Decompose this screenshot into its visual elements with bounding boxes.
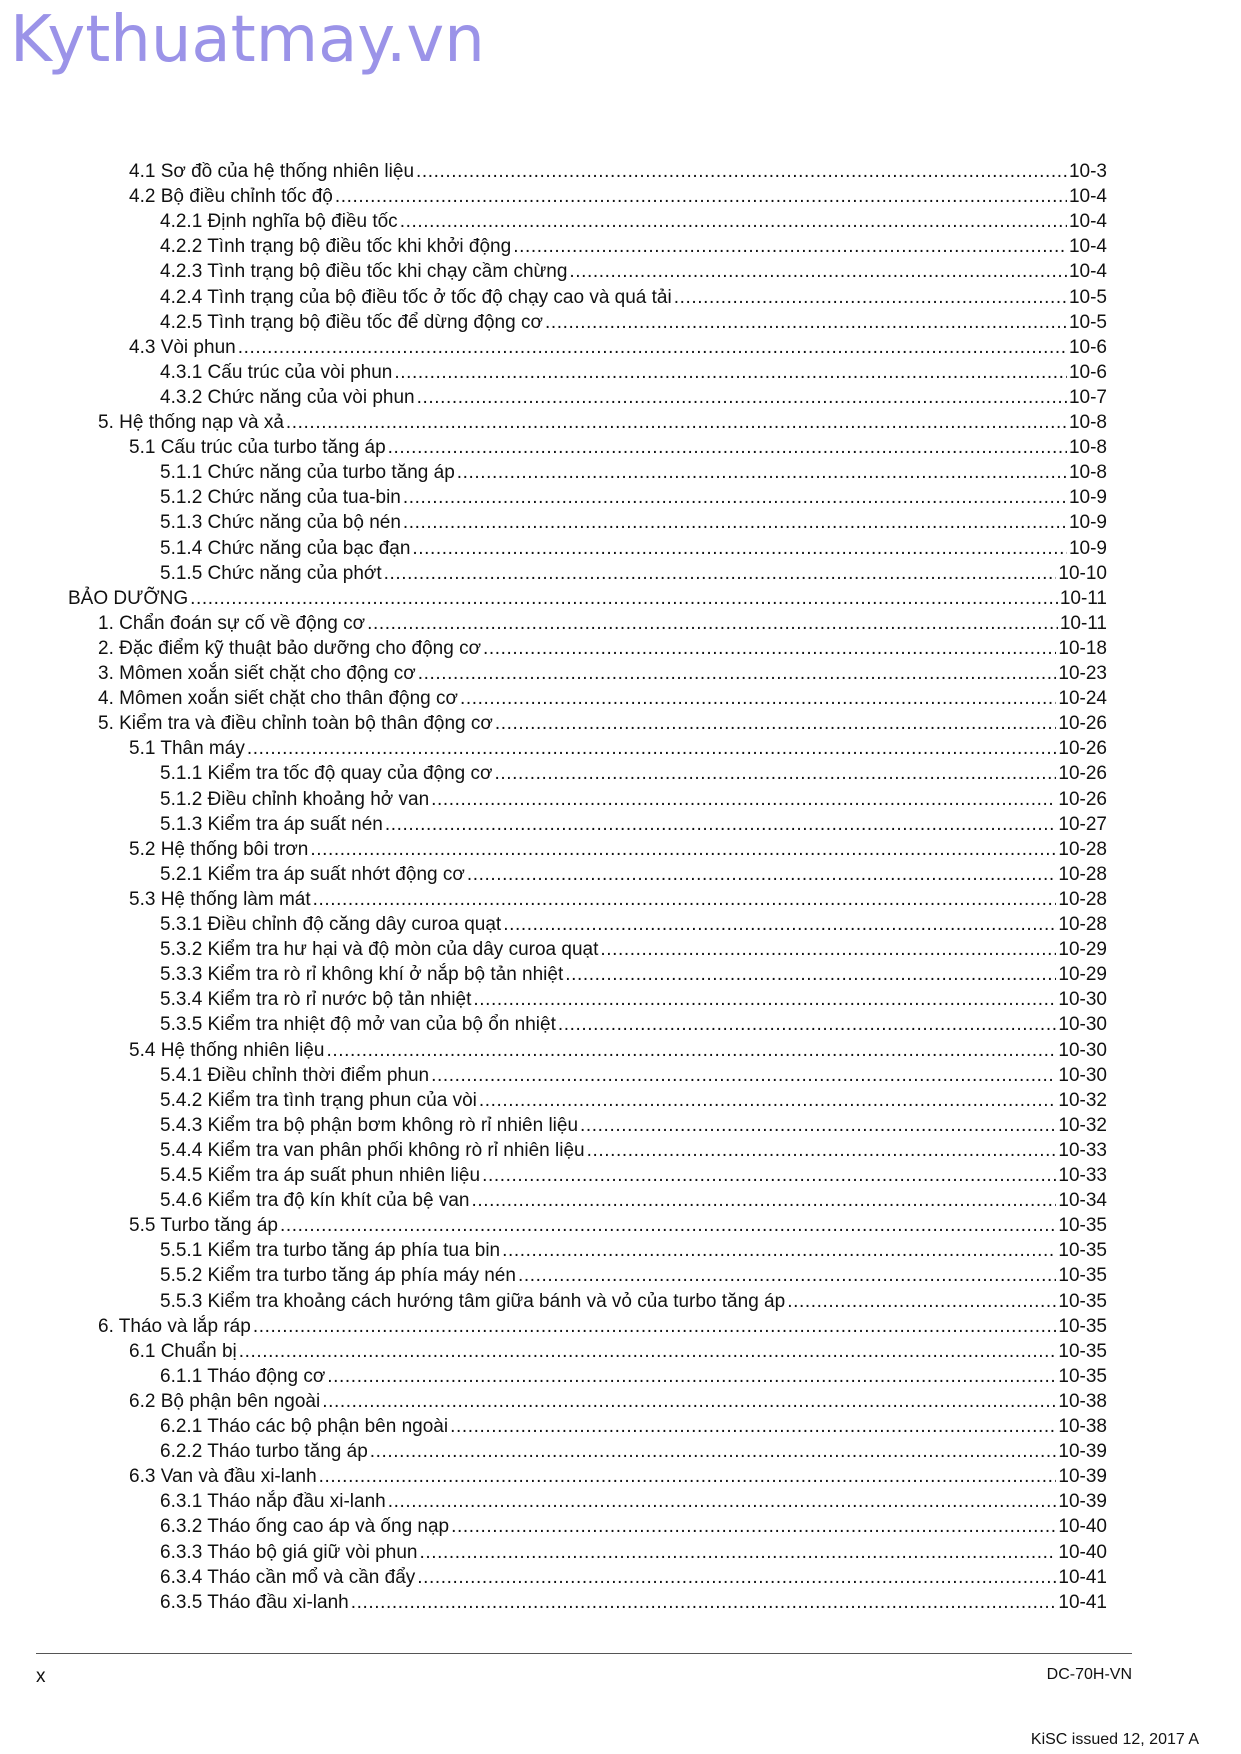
toc-entry[interactable] [160,560,1107,585]
dot-leader [319,1466,1057,1488]
dot-leader [518,1265,1056,1287]
toc-entry[interactable] [160,1237,1107,1262]
toc-entry-label: 5.1.1 Chức năng của turbo tăng áp [160,462,455,484]
toc-entry-label: 3. Mômen xoắn siết chặt cho động cơ [98,663,416,684]
toc-entry[interactable] [160,484,1107,509]
issue-note: KiSC issued 12, 2017 A [1030,1731,1199,1748]
dot-leader [495,713,1057,735]
toc-entry-label: 6.2 Bộ phận bên ngoài [129,1390,321,1412]
toc-entry-page: 10-10 [1058,562,1107,584]
toc-entry[interactable] [160,1112,1107,1137]
toc-entry-label: 4.2.2 Tình trạng bộ điều tốc khi khởi động [160,236,512,258]
dot-leader [335,186,1067,208]
toc-entry-label: 6.2.2 Tháo turbo tăng áp [160,1441,368,1463]
toc-entry-label: 5.3.5 Kiểm tra nhiệt độ mở van của bộ ổn nhiệt [160,1014,556,1036]
toc-entry[interactable] [160,1288,1107,1313]
toc-entry-label: 5.3 Hệ thống làm mát [129,888,311,910]
toc-entry-page: 10-35 [1058,1340,1107,1362]
dot-leader [190,588,1058,610]
toc-entry-label: 6.3.3 Tháo bộ giá giữ vòi phun [160,1541,418,1563]
dot-leader [388,1491,1057,1513]
toc-entry-label: 6.2.1 Tháo các bộ phận bên ngoài [160,1416,449,1437]
dot-leader [450,1416,1056,1438]
toc-entry-label: 5. Hệ thống nạp và xả [98,412,284,433]
toc-entry-label: 4.1 Sơ đồ của hệ thống nhiên liệu [129,161,415,182]
toc-entry[interactable] [129,1463,1107,1488]
toc-entry[interactable] [160,1488,1107,1513]
toc-entry-label: 5.3.4 Kiểm tra rò rỉ nước bộ tản nhiệt [160,989,472,1011]
toc-entry-label: 4.2.3 Tình trạng bộ điều tốc khi chạy cầm chừng [160,261,568,283]
dot-leader [403,487,1067,509]
dot-leader [460,688,1056,710]
dot-leader [674,287,1067,309]
toc-entry[interactable] [98,1313,1107,1338]
toc-entry-page: 10-6 [1068,361,1107,383]
toc-entry[interactable] [160,459,1107,484]
toc-entry[interactable] [160,284,1107,309]
toc-entry[interactable] [160,1413,1107,1438]
toc-entry-label: 5.4 Hệ thống nhiên liệu [129,1039,325,1061]
toc-entry[interactable] [98,635,1107,660]
dot-leader [400,211,1067,233]
toc-entry[interactable] [129,158,1107,183]
toc-entry-label: 4.2.4 Tình trạng của bộ điều tốc ở tốc độ chạy cao và quá tải [160,286,672,308]
dot-leader [545,312,1067,334]
toc-entry[interactable] [129,183,1107,208]
toc-entry-page: 10-11 [1059,612,1107,634]
toc-entry[interactable] [160,1438,1107,1463]
dot-leader [569,261,1067,283]
toc-entry-label: 5.2 Hệ thống bôi trơn [129,838,309,860]
toc-entry-label: 5.3.2 Kiểm tra hư hại và độ mòn của dây curoa quạt [160,939,599,961]
dot-leader [419,1542,1056,1564]
toc-entry-page: 10-39 [1058,1441,1107,1463]
toc-entry-page: 10-30 [1058,1039,1107,1061]
toc-entry[interactable] [160,1162,1107,1187]
toc-entry-label: 4.3.1 Cấu trúc của vòi phun [160,361,393,383]
toc-entry-label: 5.1.2 Điều chỉnh khoảng hở van [160,788,430,810]
toc-entry-label: 5.1 Cấu trúc của turbo tăng áp [129,437,386,459]
dot-leader [580,1115,1056,1137]
dot-leader [503,914,1056,936]
toc-entry-label: 4.3.2 Chức năng của vòi phun [160,386,415,408]
toc-entry-page: 10-32 [1058,1089,1107,1111]
toc-entry-page: 10-9 [1068,537,1107,559]
toc-entry-page: 10-26 [1058,738,1107,760]
toc-entry-page: 10-29 [1058,939,1107,961]
toc-entry-label: 5.5.2 Kiểm tra turbo tăng áp phía máy nén [160,1265,516,1287]
toc-entry-page: 10-35 [1058,1365,1107,1387]
dot-leader [326,1040,1056,1062]
dot-leader [286,412,1067,434]
toc-entry-page: 10-40 [1058,1541,1107,1563]
toc-entry-page: 10-24 [1058,688,1107,710]
toc-entry-label: 5.1.2 Chức năng của tua-bin [160,487,401,509]
toc-entry-label: 6.3.4 Tháo cần mổ và cần đẩy [160,1566,416,1588]
toc-entry-label: 6.1 Chuẩn bị [129,1340,237,1362]
toc-entry-page: 10-9 [1068,487,1107,509]
toc-entry-page: 10-35 [1058,1290,1107,1312]
toc-entry-label: 5.5.3 Kiểm tra khoảng cách hướng tâm giữa bánh và vỏ của turbo tăng áp [160,1290,786,1312]
toc-entry[interactable] [160,1363,1107,1388]
page-number: x [36,1666,46,1687]
toc-entry[interactable] [160,1539,1107,1564]
toc-entry[interactable] [129,1212,1107,1237]
dot-leader [431,789,1056,811]
toc-entry-page: 10-27 [1058,813,1107,835]
toc-entry-label: 5.4.3 Kiểm tra bộ phận bơm không rò rỉ nhiên liệu [160,1114,579,1136]
toc-entry-page: 10-38 [1058,1416,1107,1437]
toc-entry-page: 10-34 [1058,1190,1107,1212]
dot-leader [418,663,1057,685]
toc-entry[interactable] [160,233,1107,258]
toc-entry[interactable] [160,1187,1107,1212]
dot-leader [322,1391,1056,1413]
toc-entry-page: 10-4 [1068,236,1107,258]
toc-entry-page: 10-23 [1058,663,1107,684]
toc-entry[interactable] [160,509,1107,534]
toc-entry-page: 10-4 [1068,186,1107,208]
toc-entry-label: 5.4.1 Điều chỉnh thời điểm phun [160,1064,430,1086]
toc-entry-label: 5.3.1 Điều chỉnh độ căng dây curoa quạt [160,914,502,935]
toc-entry[interactable] [160,1137,1107,1162]
dot-leader [587,1140,1057,1162]
toc-entry[interactable] [129,735,1107,760]
toc-entry[interactable] [129,1388,1107,1413]
toc-entry[interactable] [129,1037,1107,1062]
toc-entry-page: 10-33 [1058,1139,1107,1161]
dot-leader [412,538,1067,560]
toc-entry[interactable] [160,1589,1107,1614]
toc-entry[interactable] [160,535,1107,560]
dot-leader [483,638,1056,660]
toc-entry-label: 6.3.2 Tháo ống cao áp và ống nạp [160,1516,450,1538]
toc-entry-page: 10-30 [1058,989,1107,1011]
toc-entry-page: 10-28 [1058,888,1107,910]
dot-leader [384,563,1057,585]
toc-entry[interactable] [98,610,1107,635]
toc-entry[interactable] [160,1087,1107,1112]
toc-entry-label: 5.1.4 Chức năng của bạc đạn [160,537,411,559]
toc-entry[interactable] [98,409,1107,434]
toc-entry-label: 5.3.3 Kiểm tra rò rỉ không khí ở nắp bộ tản nhiệt [160,964,564,986]
dot-leader [403,512,1067,534]
dot-leader [457,462,1067,484]
toc-entry[interactable] [160,1513,1107,1538]
toc-entry-label: 6.3.5 Tháo đầu xi-lanh [160,1591,349,1613]
toc-entry[interactable] [160,359,1107,384]
toc-entry-page: 10-4 [1068,261,1107,283]
toc-entry[interactable] [160,986,1107,1011]
toc-entry-label: 6.3.1 Tháo nắp đầu xi-lanh [160,1491,386,1513]
toc-entry-label: 5.4.2 Kiểm tra tình trạng phun của vòi [160,1089,477,1111]
toc-entry-label: 5.1.1 Kiểm tra tốc độ quay của động cơ [160,763,493,785]
toc-entry[interactable] [160,1564,1107,1589]
toc-entry[interactable] [160,861,1107,886]
toc-entry-page: 10-26 [1058,788,1107,810]
toc-entry-label: 4.3 Vòi phun [129,336,236,358]
toc-entry[interactable] [160,384,1107,409]
dot-leader [417,1567,1056,1589]
dot-leader [558,1014,1057,1036]
dot-leader [385,814,1057,836]
toc-entry-page: 10-30 [1058,1064,1107,1086]
toc-entry-page: 10-38 [1058,1390,1107,1412]
toc-entry[interactable] [129,1338,1107,1363]
toc-entry-page: 10-28 [1058,914,1107,935]
dot-leader [238,337,1067,359]
dot-leader [473,989,1056,1011]
toc-entry-page: 10-41 [1058,1566,1107,1588]
toc-entry[interactable] [160,911,1107,936]
dot-leader [253,1316,1057,1338]
toc-entry-page: 10-29 [1058,964,1107,986]
toc-entry-label: 5.2.1 Kiểm tra áp suất nhớt động cơ [160,863,465,885]
toc-entry-page: 10-39 [1058,1466,1107,1488]
toc-entry[interactable] [129,886,1107,911]
toc-entry-label: 5.1.3 Kiểm tra áp suất nén [160,813,383,835]
toc-entry-label: 6.1.1 Tháo động cơ [160,1365,326,1387]
toc-entry[interactable] [98,685,1107,710]
dot-leader [313,889,1057,911]
toc-entry[interactable] [160,1062,1107,1087]
toc-entry-page: 10-26 [1058,713,1107,735]
dot-leader [388,437,1067,459]
toc-entry-page: 10-35 [1058,1265,1107,1287]
toc-entry[interactable] [68,585,1107,610]
toc-entry-label: 5.1 Thân máy [129,738,245,760]
toc-entry-label: 5.5.1 Kiểm tra turbo tăng áp phía tua bin [160,1240,501,1262]
toc-entry-label: 6. Tháo và lắp ráp [98,1315,251,1337]
toc-entry[interactable] [129,434,1107,459]
toc-entry-label: 5.1.5 Chức năng của phớt [160,562,382,584]
toc-entry-label: 5.5 Turbo tăng áp [129,1215,278,1237]
dot-leader [280,1215,1056,1237]
toc-entry-page: 10-4 [1068,211,1107,233]
dot-leader [394,362,1067,384]
toc-entry-page: 10-39 [1058,1491,1107,1513]
toc-entry-page: 10-8 [1068,412,1107,433]
toc-entry-label: 5.1.3 Chức năng của bộ nén [160,512,401,534]
dot-leader [451,1516,1056,1538]
toc-entry[interactable] [129,836,1107,861]
toc-entry-page: 10-40 [1058,1516,1107,1538]
toc-entry-label: 5.4.4 Kiểm tra van phân phối không rò rỉ nhiên liệu [160,1139,585,1161]
toc-entry-label: 4. Mômen xoắn siết chặt cho thân động cơ [98,688,458,710]
dot-leader [787,1291,1056,1313]
dot-leader [479,1090,1057,1112]
dot-leader [513,236,1067,258]
dot-leader [600,939,1056,961]
toc-entry-label: 5.4.5 Kiểm tra áp suất phun nhiên liệu [160,1165,481,1186]
toc-entry-label: 4.2 Bộ điều chỉnh tốc độ [129,186,333,208]
dot-leader [482,1165,1056,1187]
dot-leader [471,1190,1056,1212]
toc-entry[interactable] [160,786,1107,811]
toc-entry-page: 10-9 [1068,512,1107,534]
watermark-text: Kythuatmay.vn [10,3,485,77]
toc-entry[interactable] [160,961,1107,986]
toc-entry-page: 10-35 [1058,1240,1107,1262]
toc-entry-label: 1. Chẩn đoán sự cố về động cơ [98,612,366,634]
footer-divider [36,1653,1132,1654]
toc-entry-page: 10-6 [1068,336,1107,358]
toc-entry-label: 2. Đặc điểm kỹ thuật bảo dưỡng cho động cơ [98,637,482,659]
toc-entry-page: 10-8 [1068,462,1107,484]
dot-leader [351,1592,1057,1614]
toc-entry-page: 10-28 [1058,863,1107,885]
toc-entry[interactable] [129,334,1107,359]
dot-leader [417,387,1067,409]
dot-leader [565,964,1056,986]
toc-entry[interactable] [98,660,1107,685]
toc-entry-label: 6.3 Van và đầu xi-lanh [129,1466,317,1488]
toc-entry-page: 10-7 [1068,386,1107,408]
toc-entry-label: 5.4.6 Kiểm tra độ kín khít của bệ van [160,1190,470,1212]
toc-entry[interactable] [160,936,1107,961]
toc-entry-page: 10-30 [1058,1014,1107,1036]
toc-entry[interactable] [160,1011,1107,1036]
dot-leader [327,1366,1056,1388]
toc-entry[interactable] [160,309,1107,334]
dot-leader [431,1065,1056,1087]
toc-entry-page: 10-8 [1068,437,1107,459]
toc-entry-label: 4.2.5 Tình trạng bộ điều tốc để dừng động cơ [160,311,543,333]
toc-entry-page: 10-3 [1068,161,1107,182]
toc-entry-page: 10-35 [1058,1215,1107,1237]
dot-leader [502,1240,1056,1262]
toc-entry-label: BẢO DƯỠNG [68,587,189,609]
dot-leader [367,613,1058,635]
toc-entry-page: 10-5 [1068,311,1107,333]
toc-entry[interactable] [160,1262,1107,1287]
document-code: DC-70H-VN [1046,1666,1132,1683]
toc-entry-label: 4.2.1 Định nghĩa bộ điều tốc [160,211,398,233]
dot-leader [467,864,1057,886]
dot-leader [495,763,1057,785]
toc-entry-page: 10-11 [1059,587,1107,609]
dot-leader [370,1441,1057,1463]
toc-entry-page: 10-28 [1058,838,1107,860]
toc-entry[interactable] [98,710,1107,735]
toc-entry-page: 10-41 [1058,1591,1107,1613]
toc-entry[interactable] [160,208,1107,233]
toc-entry[interactable] [160,811,1107,836]
toc-entry-page: 10-33 [1058,1165,1107,1186]
dot-leader [239,1341,1057,1363]
toc-entry[interactable] [160,258,1107,283]
dot-leader [310,839,1056,861]
toc-entry-page: 10-18 [1058,637,1107,659]
dot-leader [416,161,1067,183]
dot-leader [247,738,1057,760]
toc-entry-page: 10-5 [1068,286,1107,308]
toc-entry-page: 10-26 [1058,763,1107,785]
toc-entry-page: 10-35 [1058,1315,1107,1337]
toc-entry-page: 10-32 [1058,1114,1107,1136]
toc-entry[interactable] [160,760,1107,785]
toc-entry-label: 5. Kiểm tra và điều chỉnh toàn bộ thân động cơ [98,713,493,735]
